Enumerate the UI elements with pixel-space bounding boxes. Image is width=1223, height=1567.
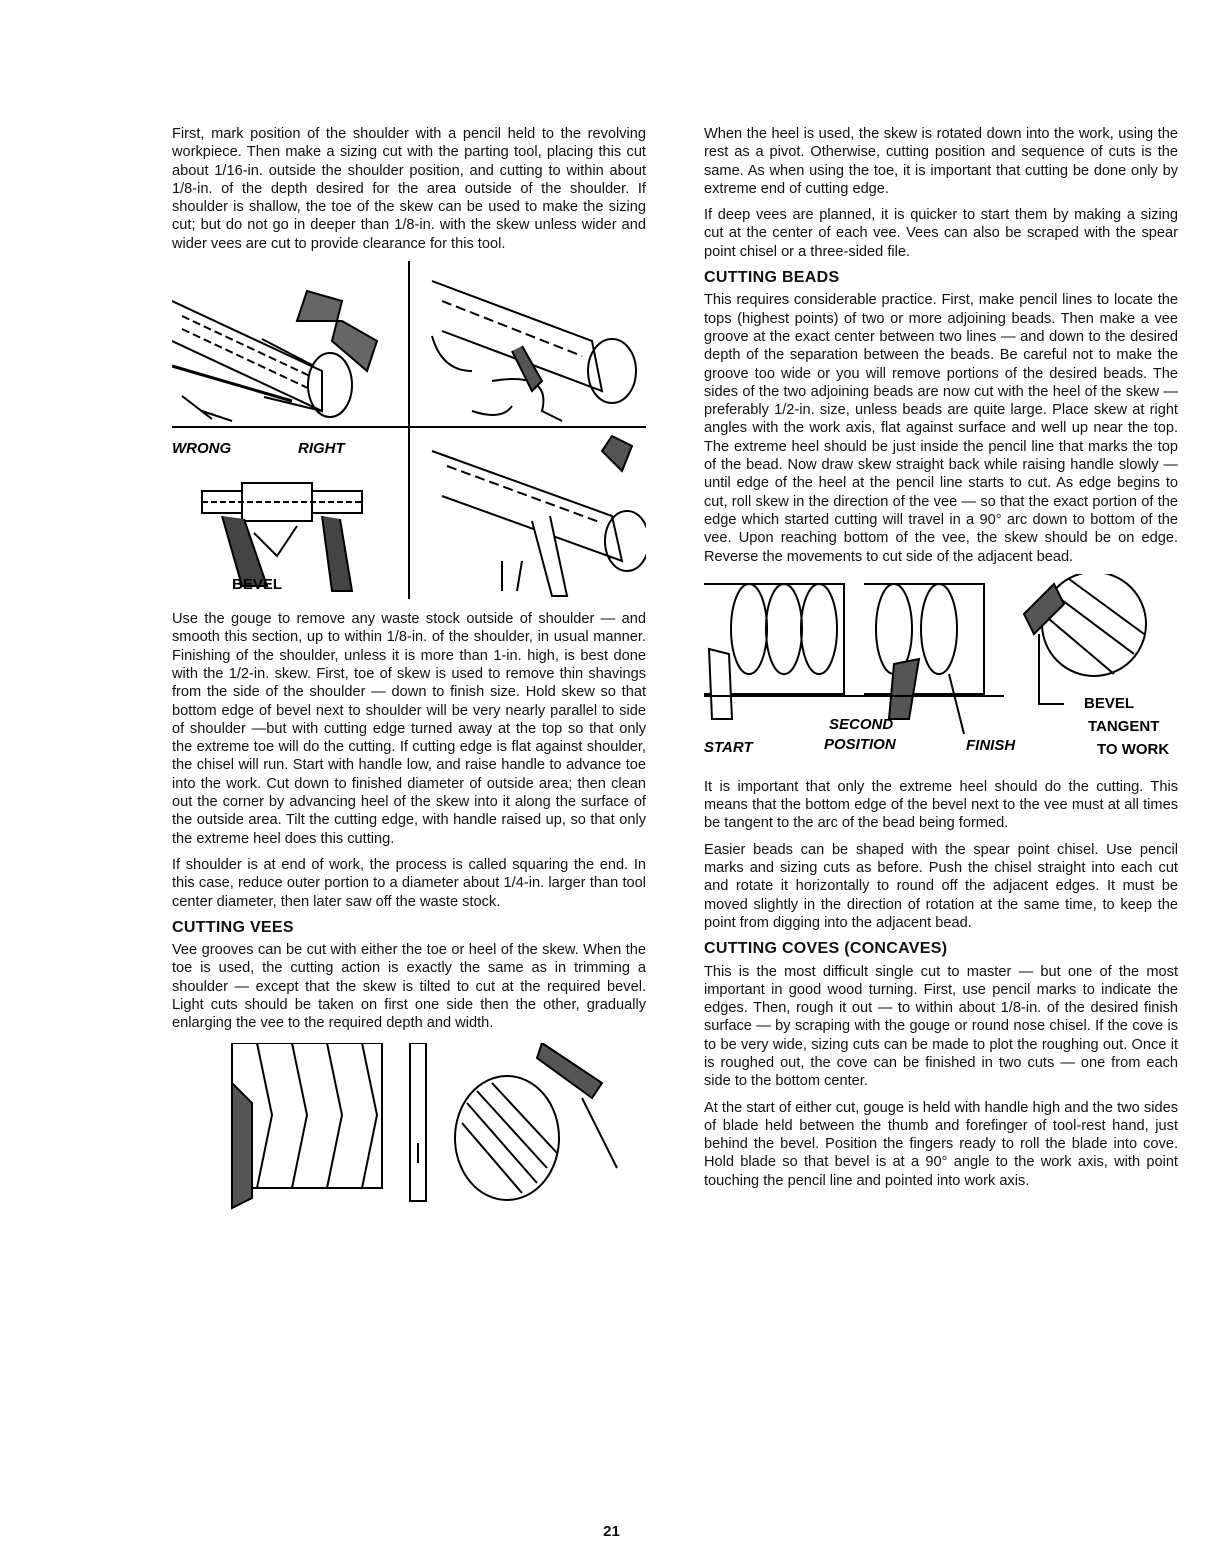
figure-shoulder-cuts <box>172 261 646 606</box>
heading-cutting-vees: CUTTING VEES <box>172 918 294 936</box>
paragraph-cove-start: At the start of either cut, gouge is held with handle high and the two sides of blade held between the thumb and forefinger of tool-rest hand, just behind the bevel. Position the fingers ready to roll the blade into cove. Hold blade so that bevel is at a 90° angle to the work axis, with point touching the pencil line and pointed into work axis. <box>704 1099 1178 1189</box>
caption-right: RIGHT <box>298 440 345 458</box>
paragraph-heel-used: When the heel is used, the skew is rotated down into the work, using the rest as a pivot. Otherwise, cutting position and sequence of cuts is the same. As when using the toe, it is important that cutting be done only by extreme end of cutting edge. <box>704 126 1178 197</box>
heading-cutting-coves: CUTTING COVES (CONCAVES) <box>704 940 948 958</box>
paragraph-shoulder-marking: First, mark position of the shoulder with a pencil held to the revolving workpiece. Then make a sizing cut with the parting tool, placing this cut about 1/16-in. outside the shoulder position, and cutting to within about 1/8-in. of the depth desired for the area outside of the shoulder. If shoulder is shallow, the toe of the skew can be used to make the sizing cut; but do not go in deeper than 1/8-in. with the skew unless wider and wider vees are cut to provide clearance for this tool. <box>172 126 646 252</box>
figure-vee-cuts <box>172 1043 646 1213</box>
paragraph-deep-vees: If deep vees are planned, it is quicker to start them by making a sizing cut at the center of each vee. Vees can also be scraped with the spear point chisel or a three-sided file. <box>704 207 1178 260</box>
caption-tangent: TANGENT <box>1088 717 1160 735</box>
caption-to-work: TO WORK <box>1097 740 1170 758</box>
shoulder-illustration <box>172 261 646 606</box>
bead-illustration <box>704 574 1178 774</box>
heading-cutting-beads: CUTTING BEADS <box>704 269 840 287</box>
caption-wrong: WRONG <box>172 440 232 458</box>
figure-bead-cuts <box>704 574 1178 774</box>
paragraph-gouge-shoulder: Use the gouge to remove any waste stock outside of shoulder — and smooth this section, up to within 1/8-in. of the shoulder, in usual manner. Finishing of the shoulder, unless it is more than 1-in. high, is best done with the 1/2-in. skew. First, toe of skew is used to remove thin shavings from the side of the shoulder — down to finish size. Hold skew so that bottom edge of bevel next to shoulder will be very nearly parallel to side of shoulder —but with cutting edge turned away at the top so that only the extreme toe will do the cutting. If cutting edge is flat against shoulder, the chisel will run. Start with handle low, and raise handle to advance toe into the work. Cut down to finished diameter of outside area; then clean out the corner by advancing heel of the skew into it along the surface of the outside area. Tilt the cutting edge, with handle raised up, so that only the extreme heel does this cutting. <box>172 611 646 847</box>
paragraph-extreme-heel: It is important that only the extreme heel should do the cutting. This means that the bottom edge of the bevel next to the vee must at all times be tangent to the arc of the bead being formed. <box>704 778 1178 832</box>
vee-illustration <box>172 1043 646 1213</box>
right-column <box>704 125 1178 1198</box>
paragraph-beads: This requires considerable practice. First, make pencil lines to locate the tops (highest points) of two or more adjoining beads. Then make a vee groove at the exact center between two lines — and down to the desired depth of the separation between the beads. Be careful not to make the groove too wide or you will remove portions of the desired beads. The sides of the two adjoining beads are now cut with the heel of the skew — preferably 1/2-in. size, unless beads are quite large. Place skew at right angles with the work axis, flat against surface and well up near the top. The extreme heel should be just inside the pencil line that marks the top of the bead. Now draw skew straight back while raising handle slowly — until edge of the heel at the pencil line starts to cut. As edge begins to cut, roll skew in the direction of the vee — so that the exact portion of the edge which started cutting will travel in a 90° arc down to bottom of the vee. Upon reaching bottom of the vee, the skew should be on edge. Reverse the movements to cut side of the adjacent bead. <box>704 292 1178 565</box>
paragraph-coves: This is the most difficult single cut to master — but one of the most important in good wood turning. First, use pencil marks to indicate the edges. Then, rough it out — to within about 1/8-in. of the desired finish surface — by scraping with the gouge or round nose chisel. If the cove is to be very wide, sizing cuts can be made to plot the roughing out. Once it is roughed out, the cove can be finished in two cuts — one from each side to the bottom center. <box>704 963 1178 1090</box>
paragraph-vee-grooves: Vee grooves can be cut with either the toe or heel of the skew. When the toe is used, the cutting action is exactly the same as in trimming a shoulder — except that the skew is tilted to cut at the required bevel. Light cuts should be taken on first one side then the other, gradually enlarging the vee to the required depth and width. <box>172 942 646 1032</box>
caption-bevel-right: BEVEL <box>1084 694 1135 712</box>
caption-position: POSITION <box>824 735 896 753</box>
page-number: 21 <box>603 1523 620 1540</box>
caption-second: SECOND <box>829 715 894 733</box>
caption-finish: FINISH <box>966 736 1016 754</box>
paragraph-easier-beads: Easier beads can be shaped with the spear point chisel. Use pencil marks and sizing cuts as before. Push the chisel straight into each cut and rotate it horizontally to round off the adjacent edges. It must be moved slightly in the direction of rotation at the same time, to keep the point from digging into the adjacent bead. <box>704 841 1178 931</box>
caption-start: START <box>704 738 753 756</box>
paragraph-squaring-end: If shoulder is at end of work, the process is called squaring the end. In this case, reduce outer portion to a diameter about 1/4-in. larger than tool center diameter, then later saw off the waste stock. <box>172 856 646 910</box>
left-column <box>172 125 646 1217</box>
caption-bevel: BEVEL <box>232 576 283 594</box>
